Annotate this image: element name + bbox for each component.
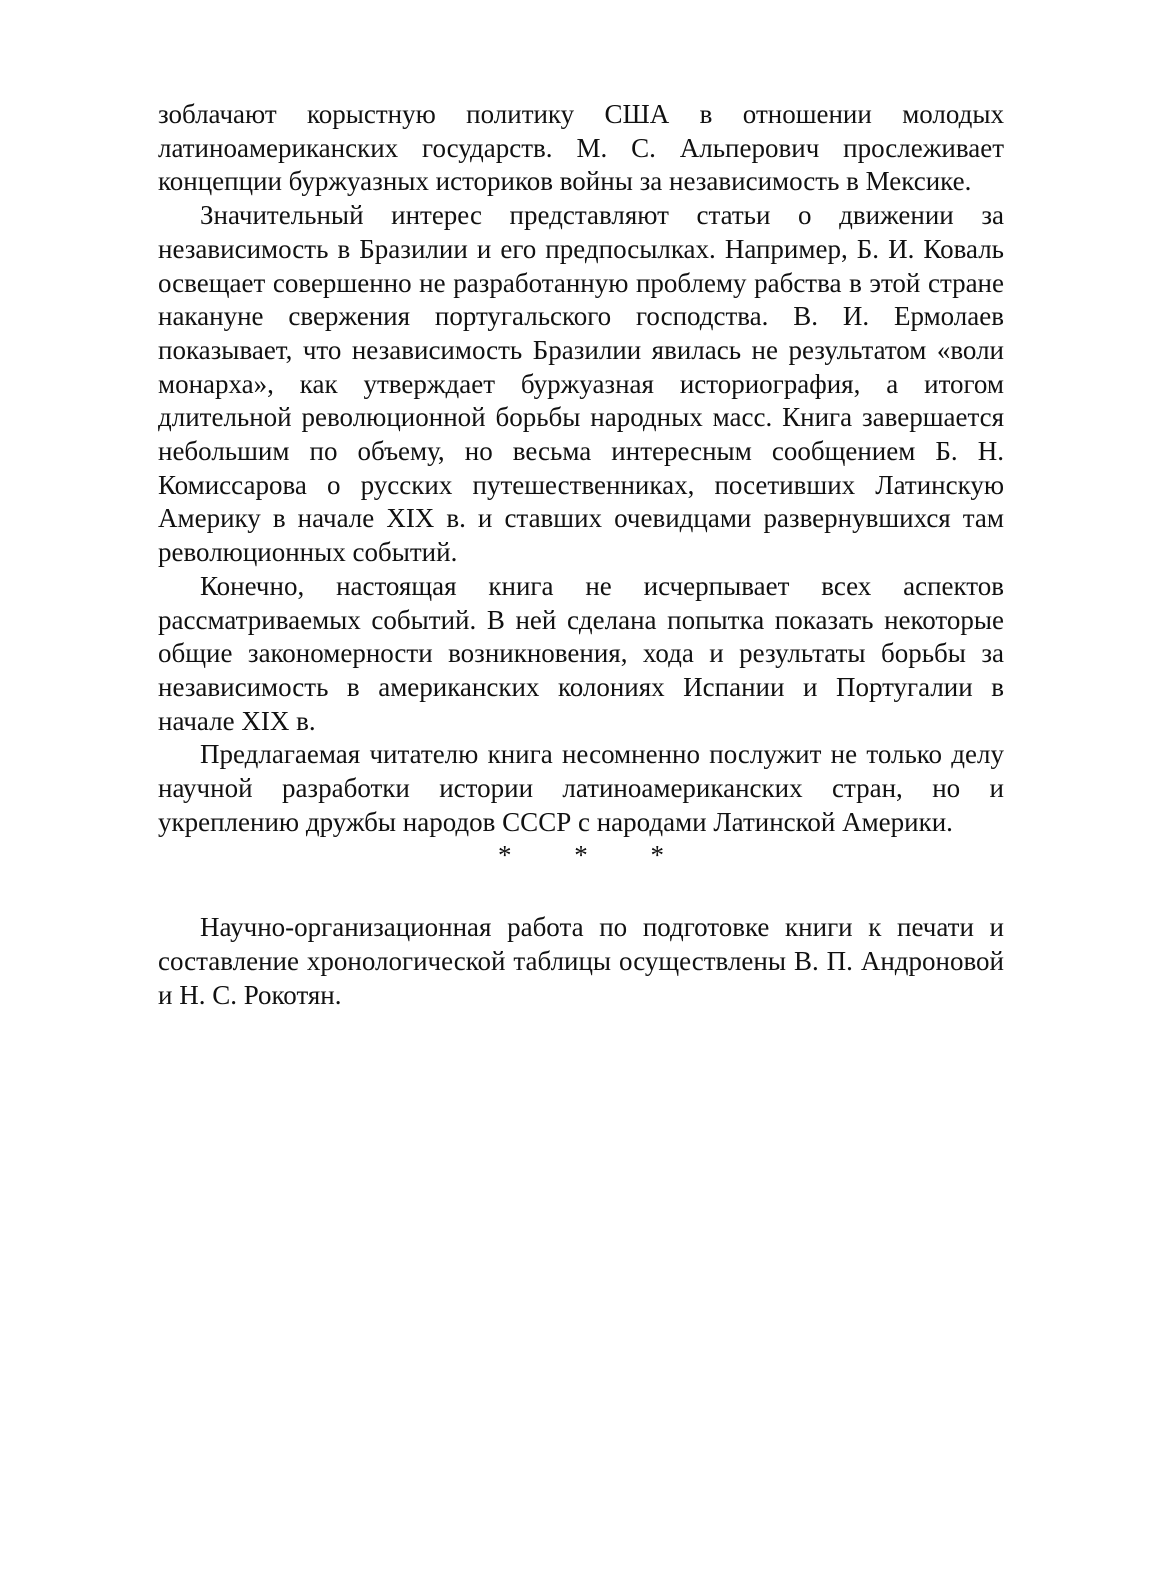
document-page [158, 98, 1004, 1012]
paragraph-friendship: Предлагаемая читателю книга несомненно послужит не только делу научной разработки истории латиноамериканских стран, но и укреплению дружбы народов СССР с народами Латинской Америки. [158, 739, 1004, 837]
paragraph-brazil: Значительный интерес представляют статьи о движении за независимость в Бразилии и его предпосылках. Например, Б. И. Коваль освещает совершенно не разработанную проблему рабства в этой стране накануне свержения португальского господства. В. И. Ермолаев показывает, что независимость Бразилии явилась не результатом «воли монарха», как утверждает буржуазная историография, а итогом длительной революционной борьбы народных масс. Книга завершается небольшим по объему, но весьма интересным сообщением Б. Н. Комиссарова о русских путешественниках, посетивших Латинскую Америку в начале XIX в. и ставших очевидцами развернувшихся там революционных событий. [158, 200, 1004, 568]
separator-spacer [158, 873, 1004, 911]
paragraph-acknowledgement: Научно-организационная работа по подготовке книги к печати и составление хронологической таблицы осуществлены В. П. Андроновой и Н. С. Рокотян. [158, 912, 1004, 1010]
paragraph-continuation: зоблачают корыстную политику США в отношении молодых латиноамериканских государств. М. С. Альперович прослеживает концепции буржуазных историков войны за независимость в Мексике. [158, 99, 1004, 197]
section-separator: * * * [498, 840, 692, 871]
paragraph-conclusion: Конечно, настоящая книга не исчерпывает всех аспектов рассматриваемых событий. В ней сделана попытка показать некоторые общие закономерности возникновения, хода и результаты борьбы за независимость в американских колониях Испании и Португалии в начале XIX в. [158, 570, 1004, 736]
